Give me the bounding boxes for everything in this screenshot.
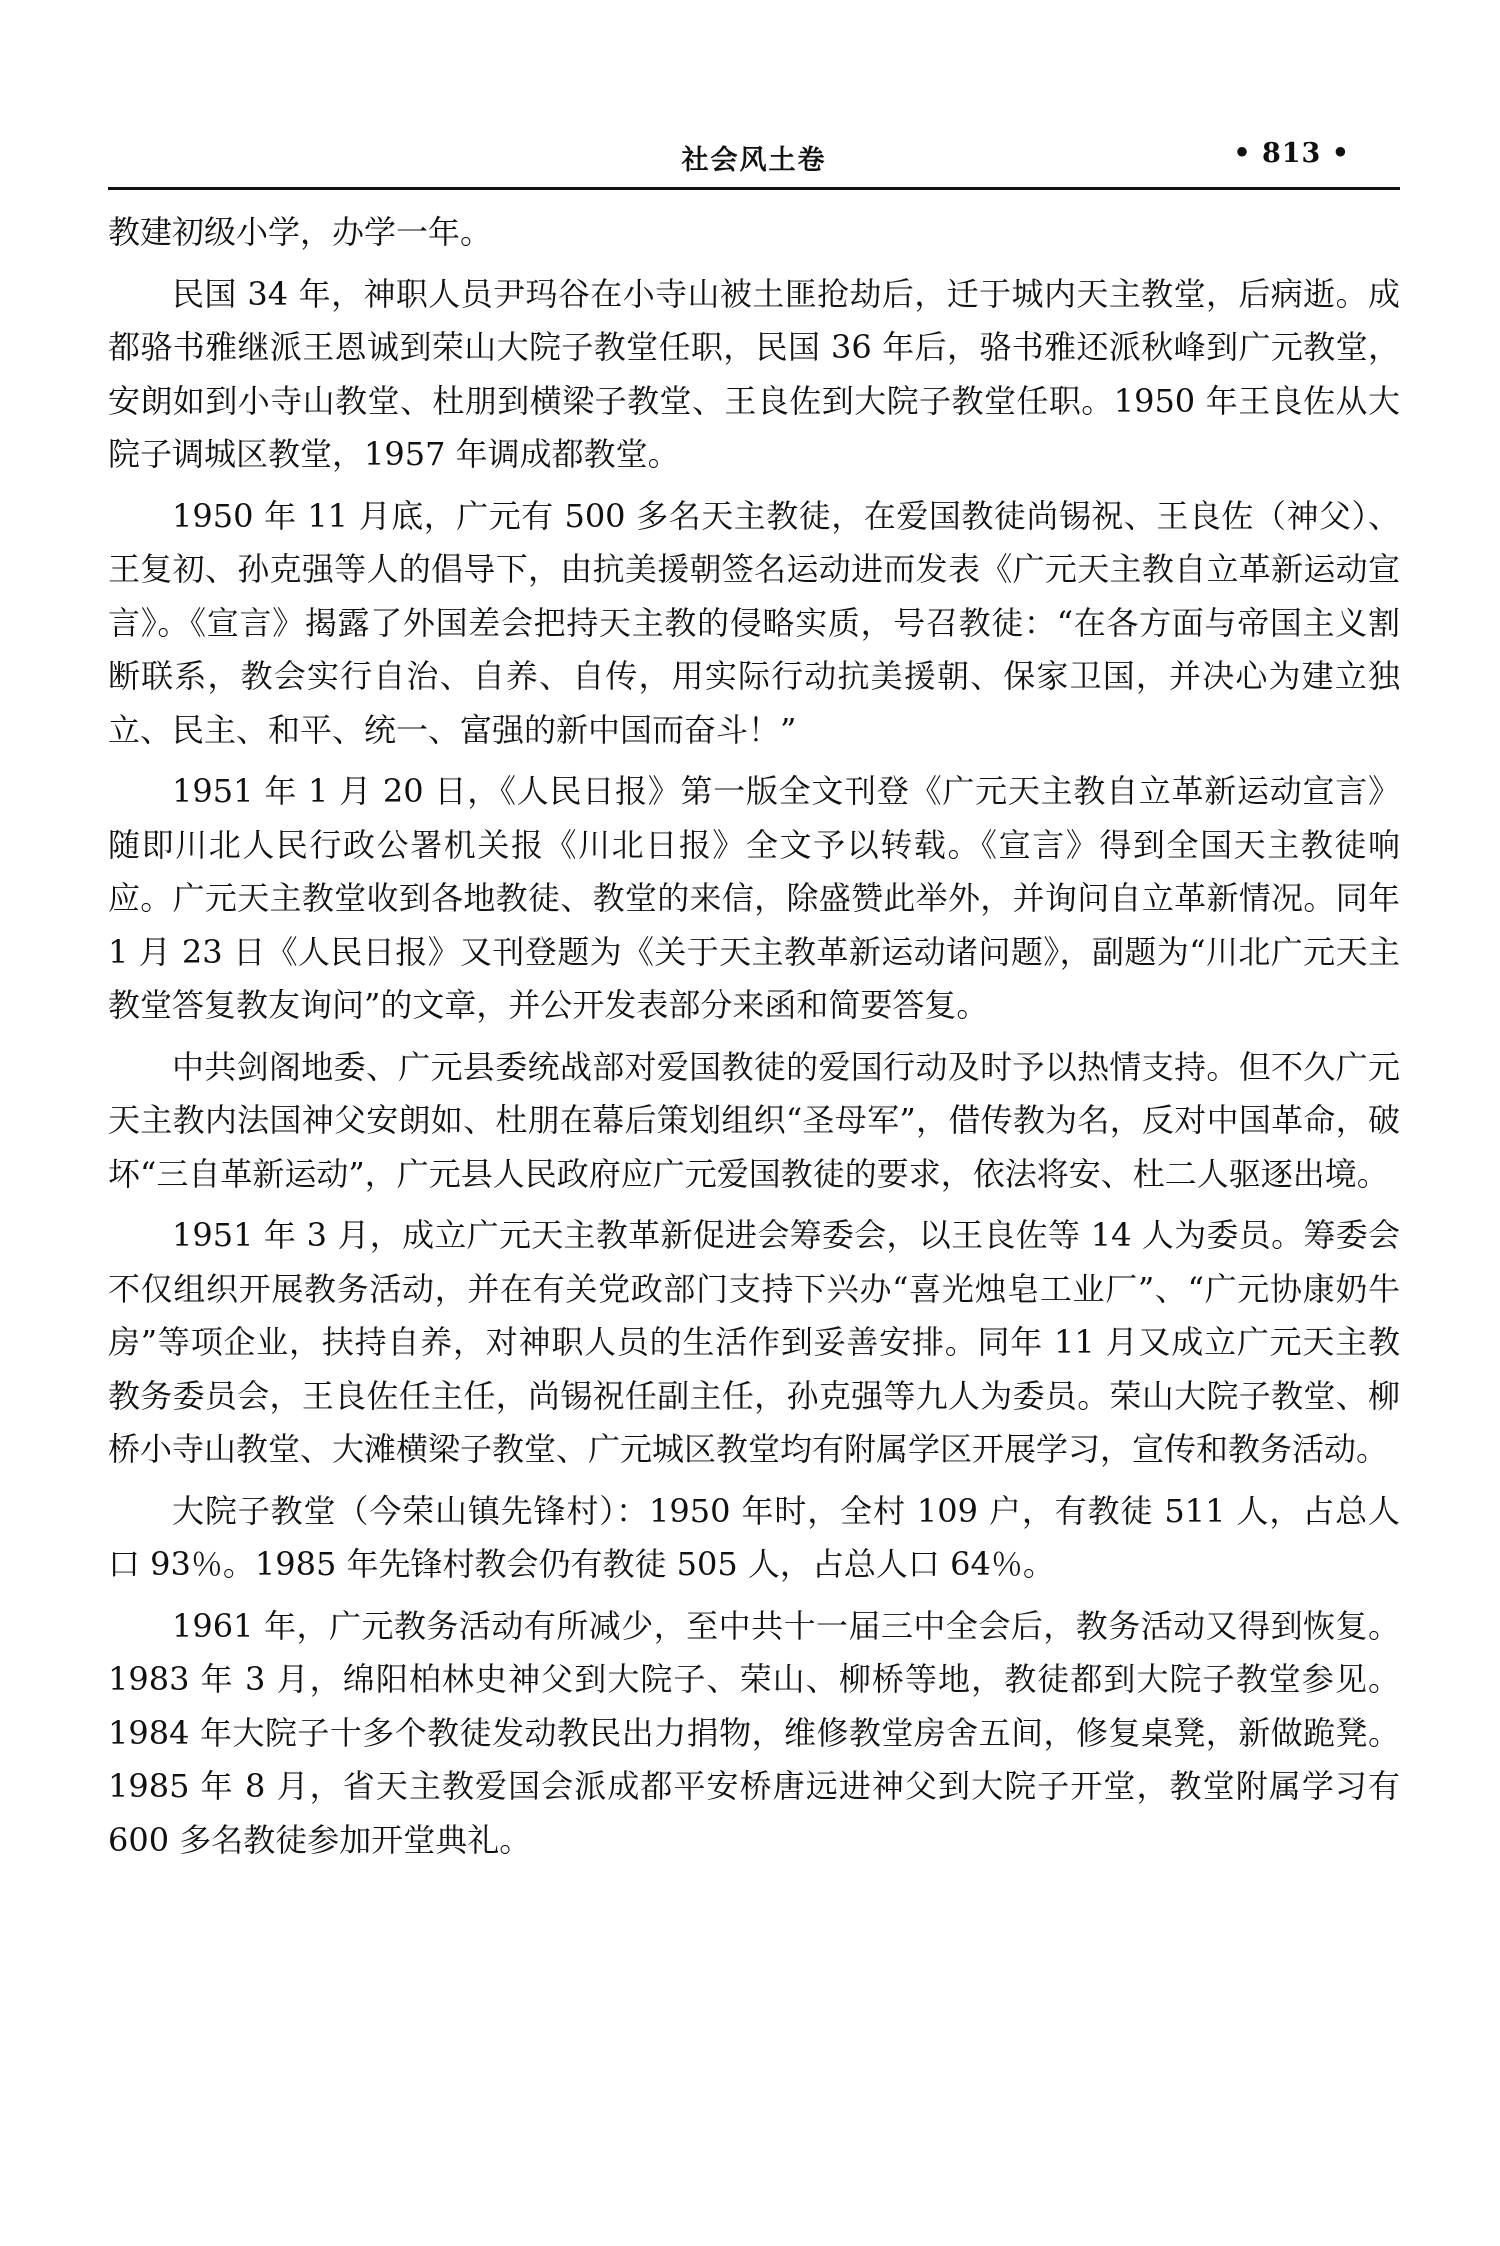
body-text: [108, 206, 1400, 1875]
paragraph: 1951 年 3 月，成立广元天主教革新促进会筹委会，以王良佐等 14 人为委员。筹委会不仅组织开展教务活动，并在有关党政部门支持下兴办“喜光烛皂工业厂”、“广元协康奶牛房”等项企业，扶持自养，对神职人员的生活作到妥善安排。同年 11 月又成立广元天主教教务委员会，王良佐任主任，尚锡祝任副主任，孙克强等九人为委员。荣山大院子教堂、柳桥小寺山教堂、大滩横梁子教堂、广元城区教堂均有附属学区开展学习，宣传和教务活动。: [108, 1216, 1400, 1468]
running-header: [108, 132, 1400, 176]
paragraph: 1961 年，广元教务活动有所减少，至中共十一届三中全会后，教务活动又得到恢复。1983 年 3 月，绵阳柏林史神父到大院子、荣山、柳桥等地，教徒都到大院子教堂参见。1984 年大院子十多个教徒发动教民出力捐物，维修教堂房舍五间，修复桌凳，新做跪凳。1985 年 8 月，省天主教爱国会派成都平安桥唐远进神父到大院子开堂，教堂附属学习有 600 多名教徒参加开堂典礼。: [108, 1606, 1400, 1859]
header-rule: [108, 187, 1400, 190]
paragraph: 1951 年 1 月 20 日，《人民日报》第一版全文刊登《广元天主教自立革新运动宣言》随即川北人民行政公署机关报《川北日报》全文予以转载。《宣言》得到全国天主教徒响应。广元天主教堂收到各地教徒、教堂的来信，除盛赞此举外，并询问自立革新情况。同年 1 月 23 日《人民日报》又刊登题为《关于天主教革新运动诸问题》，副题为“川北广元天主教堂答复教友询问”的文章，并公开发表部分来函和简要答复。: [108, 772, 1400, 1024]
paragraph: 民国 34 年，神职人员尹玛谷在小寺山被土匪抢劫后，迁于城内天主教堂，后病逝。成都骆书雅继派王恩诚到荣山大院子教堂任职，民国 36 年后，骆书雅还派秋峰到广元教堂，安朗如到小寺山教堂、杜朋到横梁子教堂、王良佐到大院子教堂任职。1950 年王良佐从大院子调城区教堂，1957 年调成都教堂。: [108, 274, 1400, 473]
paragraph-continuation: 教建初级小学，办学一年。: [108, 213, 493, 251]
paragraph: 中共剑阁地委、广元县委统战部对爱国教徒的爱国行动及时予以热情支持。但不久广元天主教内法国神父安朗如、杜朋在幕后策划组织“圣母军”，借传教为名，反对中国革命，破坏“三自革新运动”，广元县人民政府应广元爱国教徒的要求，依法将安、杜二人驱逐出境。: [108, 1047, 1400, 1193]
page-number: • 813 •: [1233, 138, 1350, 169]
paragraph: 大院子教堂（今荣山镇先锋村）：1950 年时，全村 109 户，有教徒 511 人，占总人口 93％。1985 年先锋村教会仍有教徒 505 人，占总人口 64％。: [108, 1491, 1400, 1583]
paragraph: 1950 年 11 月底，广元有 500 多名天主教徒，在爱国教徒尚锡祝、王良佐（神父）、王复初、孙克强等人的倡导下，由抗美援朝签名运动进而发表《广元天主教自立革新运动宣言》。《宣言》揭露了外国差会把持天主教的侵略实质，号召教徒：“在各方面与帝国主义割断联系，教会实行自治、自养、自传，用实际行动抗美援朝、保家卫国，并决心为建立独立、民主、和平、统一、富强的新中国而奋斗！”: [108, 496, 1400, 749]
header-title: 社会风土卷: [681, 145, 827, 176]
